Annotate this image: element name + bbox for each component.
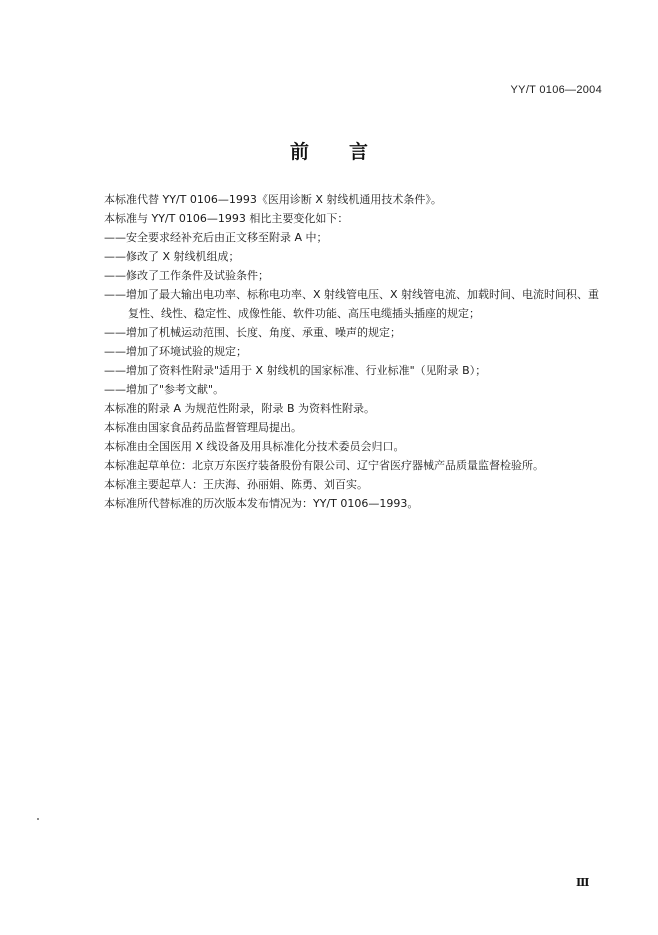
paragraph-drafters: 本标准主要起草人：王庆海、孙丽娟、陈勇、刘百实。 [104,478,368,491]
paragraph-replaces: 本标准代替 YY/T 0106—1993《医用诊断 X 射线机通用技术条件》。 [104,193,442,206]
paragraph-previous-versions: 本标准所代替标准的历次版本发布情况为：YY/T 0106—1993。 [104,497,419,510]
page-title: 前言 [289,141,408,163]
paragraph-proposer: 本标准由国家食品药品监督管理局提出。 [104,421,302,434]
paragraph-drafting-units: 本标准起草单位：北京万东医疗装备股份有限公司、辽宁省医疗器械产品质量监督检验所。 [104,459,544,472]
scan-speck [37,818,39,820]
change-item-4-continued: 复性、线性、稳定性、成像性能、软件功能、高压电缆插头插座的规定； [128,307,480,320]
change-item-5: ——增加了机械运动范围、长度、角度、承重、噪声的规定； [104,326,401,339]
page-number: Ⅲ [576,877,590,889]
document-code: YY/T 0106—2004 [510,84,602,96]
change-item-6: ——增加了环境试验的规定； [104,345,247,358]
change-item-2: ——修改了 X 射线机组成； [104,250,240,263]
paragraph-committee: 本标准由全国医用 X 线设备及用具标准化分技术委员会归口。 [104,440,405,453]
paragraph-changes-intro: 本标准与 YY/T 0106—1993 相比主要变化如下： [104,212,349,225]
change-item-1: ——安全要求经补充后由正文移至附录 A 中； [104,231,328,244]
change-item-3: ——修改了工作条件及试验条件； [104,269,269,282]
paragraph-annexes: 本标准的附录 A 为规范性附录，附录 B 为资料性附录。 [104,402,376,415]
change-item-4: ——增加了最大输出电功率、标称电功率、X 射线管电压、X 射线管电流、加载时间、电流时间积、重 [104,288,600,301]
change-item-7: ——增加了资料性附录"适用于 X 射线机的国家标准、行业标准"（见附录 B）； [104,364,487,377]
body-text [104,190,609,513]
change-item-8: ——增加了"参考文献"。 [104,383,225,396]
